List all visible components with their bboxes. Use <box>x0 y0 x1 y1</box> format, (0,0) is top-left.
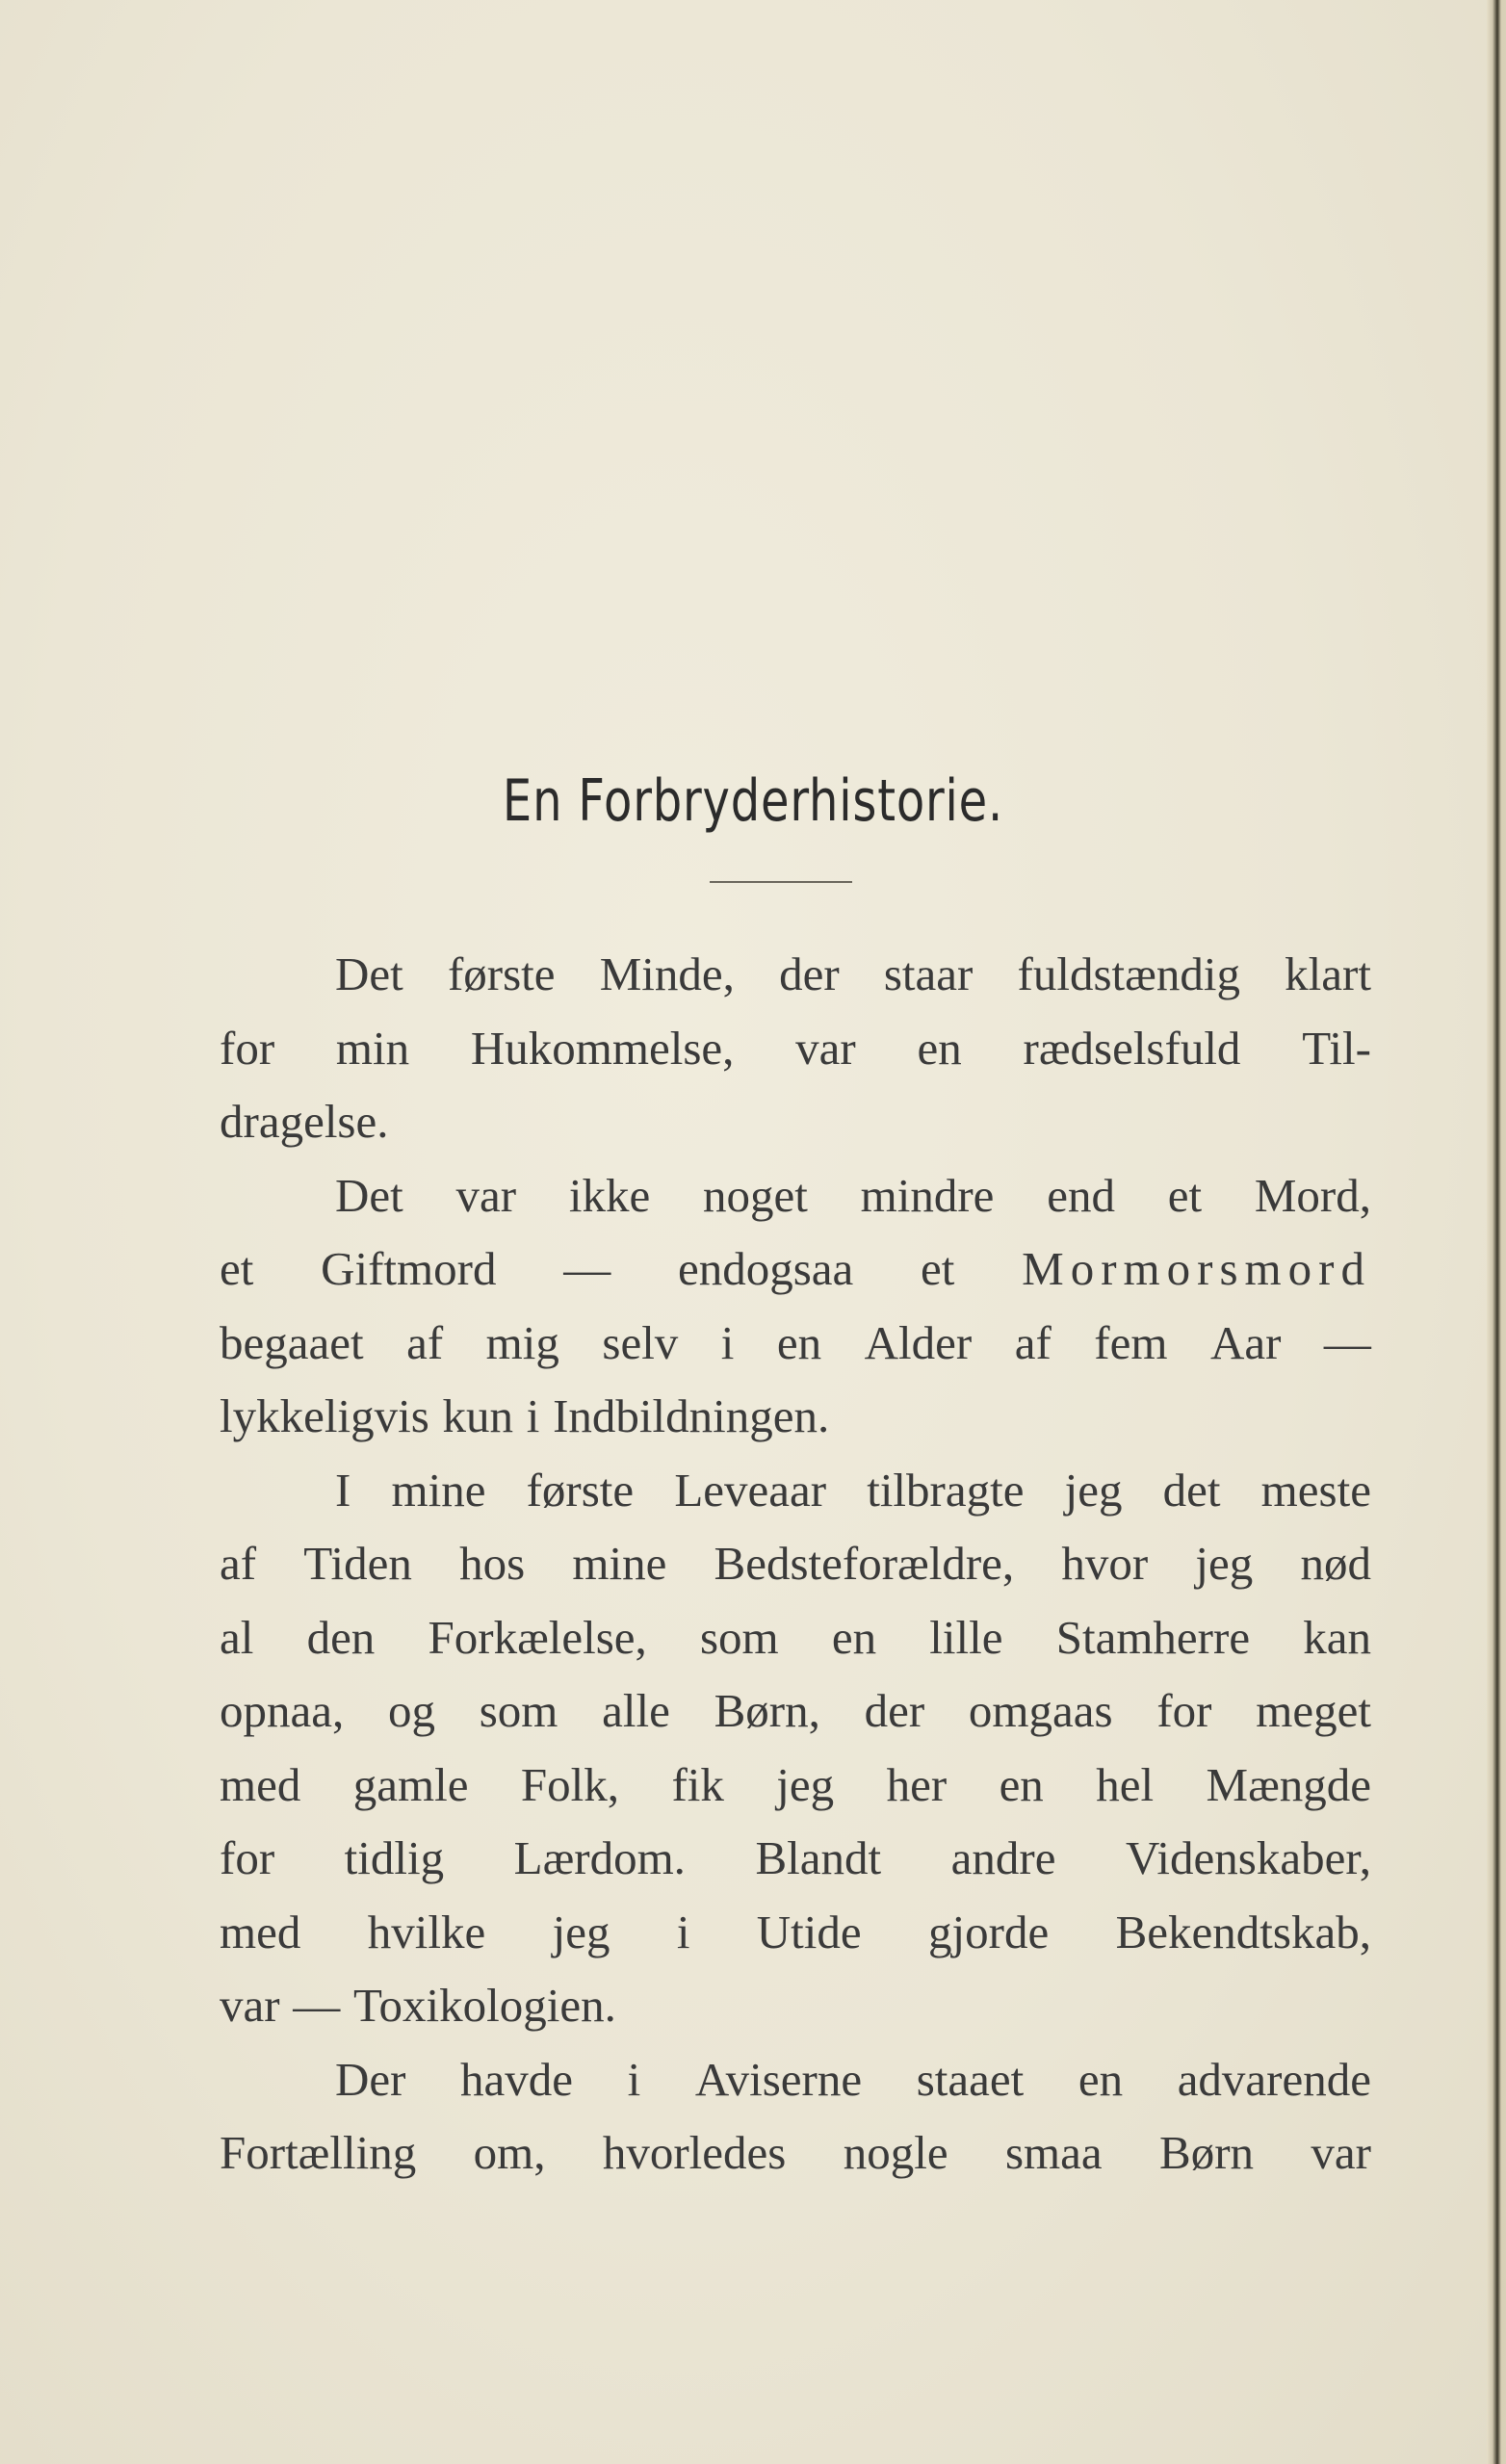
text-line: Der havde i Aviserne staaet en advarende <box>335 2052 1371 2106</box>
text-line: Fortælling om, hvorledes nogle smaa Børn var <box>220 2126 1371 2179</box>
text-line: opnaa, og som alle Børn, der omgaas for meget <box>220 1684 1371 1737</box>
text-line: var — Toxikologien. <box>220 1979 616 2032</box>
text-line: for tidlig Lærdom. Blandt andre Videnskaber, <box>220 1831 1371 1884</box>
book-spine-edge <box>1487 0 1506 2464</box>
text-line: lykkeligvis kun i Indbildningen. <box>220 1389 830 1442</box>
text-line: Det var ikke noget mindre end et Mord, <box>335 1168 1371 1222</box>
text-line: med gamle Folk, fik jeg her en hel Mængde <box>220 1757 1371 1811</box>
body-text <box>220 938 1371 2191</box>
paragraph <box>220 938 1371 1159</box>
text-line: al den Forkælelse, som en lille Stamherre kan <box>220 1610 1371 1664</box>
title-divider <box>710 881 852 883</box>
text-line: af Tiden hos mine Bedsteforældre, hvor jeg nød <box>220 1537 1371 1590</box>
text-line: dragelse. <box>220 1095 389 1148</box>
text-line: for min Hukommelse, var en rædselsfuld Til- <box>220 1021 1371 1075</box>
text-line: I mine første Leveaar tilbragte jeg det meste <box>335 1463 1371 1517</box>
paragraph <box>220 2043 1371 2191</box>
text-line: med hvilke jeg i Utide gjorde Bekendtskab, <box>220 1905 1371 1958</box>
paragraph <box>220 1454 1371 2043</box>
text-line: begaaet af mig selv i en Alder af fem Aar — <box>220 1315 1371 1369</box>
paragraph <box>220 1159 1371 1454</box>
chapter-title: En Forbryderhistorie. <box>502 767 1004 835</box>
text-line: et Giftmord — endogsaa et Mormorsmord <box>220 1242 1371 1295</box>
text-line: Det første Minde, der staar fuldstændig klart <box>335 947 1371 1000</box>
